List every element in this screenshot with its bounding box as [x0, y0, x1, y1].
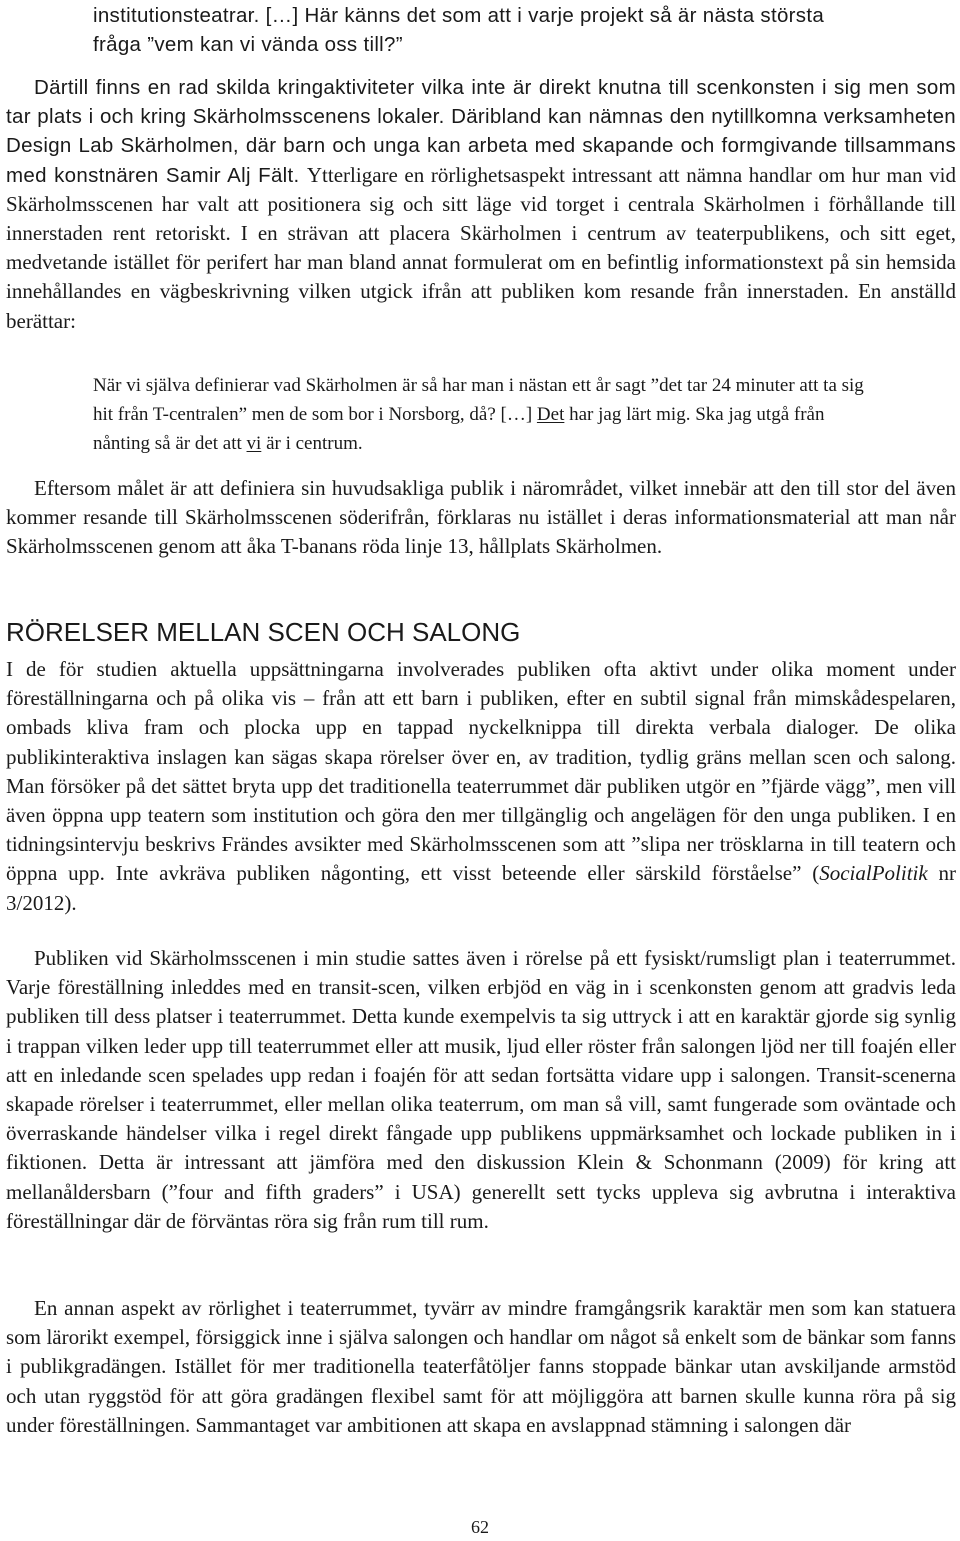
- paragraph-activities-part-a: Därtill finns en rad skilda kringaktiviteter vilka inte är direkt knutna till scenkonsten i sig men som tar plats i och kring Skärholmsscenens lokaler. Däribland kan nämnas den nytillkomna verksamheten Design Lab Skärholmen, där barn och unga kan arbeta med skapande och formgivande tillsammans med konstnären Samir Alj Fält.: [6, 76, 956, 187]
- paragraph-annan-aspekt: En annan aspekt av rörlighet i teaterrummet, tyvärr av mindre framgångsrik karaktär men som kan statuera som lärorikt exempel, försiggick inne i själva salongen och handlar om något så enkelt som de bänkar som fanns i publikgradängen. Istället för mer traditionella teaterfåtöljer fanns stoppade bänkar utan avskiljande armstöd och utan ryggstöd för att göra gradängen flexibel samt för att möjliggöra att barnen skulle kunna röra på sig under föreställningen. Sammantaget var ambitionen att skapa en avslappnad stämning i salongen där: [6, 1296, 956, 1437]
- paragraph-activities-part-b: Ytterligare en rörlighetsaspekt intressant att nämna handlar om hur man vid Skärholmsscenen har valt att positionera sig och sitt läge vid torget i centrala Skärholmen i förhållande till innerstaden rent retoriskt. I en strävan att placera Skärholmen i centrum av teaterpublikens, och sitt eget, medvetande istället för perifert har man bland annat formulerat om en befintlig informationstext på sin hemsida innehållandes en vägbeskrivning vilken utgick ifrån att publiken kom resande från innerstaden. En anställd berättar:: [6, 162, 956, 333]
- paragraph-rorelser-text: I de för studien aktuella uppsättningarna involverades publiken ofta aktivt under olika moment under föreställningarna och på olika vis – från att ett barn i publiken, efter en subtil signal från mimskådespelaren, ombads kliva fram och plocka upp en tappad nyckelknippa till direkta verbala dialoger. De olika publikinteraktiva inslagen kan sägas skapa rörelser över en, av tradition, tydlig gräns mellan scen och salong. Man försöker på det sättet bryta upp det traditionella teaterrummet där publiken utgör en ”fjärde vägg”, men vill även öppna upp teatern som institution och göra den mer tillgänglig och angelägen för den unga publiken. I en tidningsintervju beskrivs Frändes avsikter med Skärholmsscenen som att ”slipa ner trösklarna in till teatern och öppna upp. Inte avkräva publiken någonting, ett visst beteende eller särskild förståelse” (: [6, 657, 956, 886]
- quote-text-part-1: När vi själva definierar vad Skärholmen är så har man i nästan ett år sagt ”det tar 24 minuter att ta sig hit från T-centralen” men de som bor i Norsborg, då? […]: [93, 375, 864, 426]
- section-heading: RÖRELSER MELLAN SCEN OCH SALONG: [6, 617, 521, 647]
- paragraph-rorelser: [6, 655, 956, 918]
- page-number: 62: [471, 1517, 489, 1537]
- quote-underlined-det: Det: [536, 404, 565, 426]
- paragraph-intro-quote-end: institutionsteatrar. […] Här känns det som att i varje projekt så är nästa största fråga ”vem kan vi vända oss till?”: [93, 4, 825, 57]
- quote-text-part-3: är i centrum.: [261, 433, 363, 455]
- paragraph-activities: [6, 73, 956, 336]
- quote-text-part-2: har jag lärt mig. Ska jag utgå från nånting så är det att: [93, 404, 825, 455]
- paragraph-rorelser-citation-end: nr 3/2012).: [6, 861, 956, 915]
- block-quote-employee: [93, 371, 873, 459]
- paragraph-eftersom: Eftersom målet är att definiera sin huvudsakliga publik i närområdet, vilket innebär att den till stor del även kommer resande till Skärholmsscenen söderifrån, förklaras nu istället i deras informationsmaterial att man når Skärholmsscenen genom att åka T-banans röda linje 13, hållplats Skärholmen.: [6, 476, 956, 559]
- paragraph-publiken: Publiken vid Skärholmsscenen i min studie sattes även i rörelse på ett fysiskt/rumsligt plan i teaterrummet. Varje föreställning inleddes med en transit-scen, vilken erbjöd en väg in i scenkonsten genom att gradvis leda publiken till dess platser i teaterrummet. Detta kunde exempelvis ta sig uttryck i att en karaktär gjorde sig synlig i trappan vilken leder upp till teaterrummet eller att musik, ljud eller röster från salongen ljöd ner till foajén eller att en inledande scen spelades upp redan i foajén för att sedan fortsätta vidare upp i salongen. Transit-scenerna skapade rörelser i teaterrummet, eller mellan olika teaterrum, om man så vill, samt fungerade som oväntade och överraskande händelser vilka i regel direkt fångade upp publikens uppmärksamhet och lockade publiken in i fiktionen. Detta är intressant att jämföra med den diskussion Klein & Schonmann (2009) för kring att mellanåldersbarn (”four and fifth graders” i USA) generellt sett tycks uppleva sig avbrutna i interaktiva föreställningar där de förväntas röra sig från rum till rum.: [6, 946, 956, 1233]
- quote-underlined-vi: vi: [246, 433, 262, 455]
- citation-socialpolitik: SocialPolitik: [819, 861, 928, 886]
